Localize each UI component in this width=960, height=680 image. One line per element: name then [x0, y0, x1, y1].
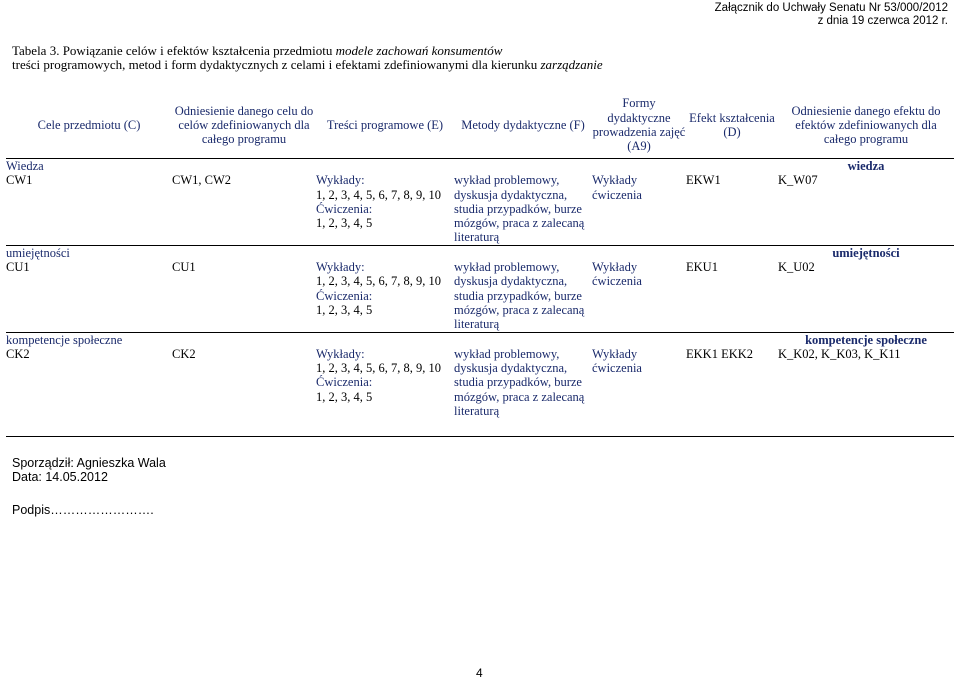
content-cell: [316, 173, 454, 245]
content-cell: [316, 260, 454, 332]
effect-reference-cell: K_K02, K_K03, K_K11: [778, 346, 901, 361]
effect-cell: EKW1: [686, 173, 721, 188]
goal-reference-cell: CK2: [172, 346, 196, 361]
exercises-list: 1, 2, 3, 4, 5: [316, 216, 373, 231]
forms-cell: Wykłady ćwiczenia: [592, 346, 642, 376]
caption-subject: modele zachowań konsumentów: [335, 43, 503, 58]
exercises-label: Ćwiczenia:: [316, 288, 373, 303]
header-note-line2: z dnia 19 czerwca 2012 r.: [817, 15, 948, 27]
goal-cell: CW1: [6, 173, 33, 188]
table-bottom-border: [6, 436, 954, 437]
methods-cell: wykład problemowy, dyskusja dydaktyczna, studia przypadków, burze mózgów, praca z zalecaną literaturą: [454, 173, 585, 245]
document-header-note: [715, 2, 948, 28]
exercises-list: 1, 2, 3, 4, 5: [316, 389, 373, 404]
section-label-left: umiejętności: [6, 245, 778, 260]
forms-cell: Wykłady ćwiczenia: [592, 173, 642, 202]
table-row: [6, 260, 954, 332]
exercises-list: 1, 2, 3, 4, 5: [316, 302, 373, 317]
caption-field: zarządzanie: [540, 57, 603, 72]
signature-line: Podpis…………………….: [12, 503, 154, 517]
prepared-by: Sporządził: Agnieszka Wala: [12, 456, 166, 470]
header-effect: Efekt kształcenia (D): [689, 110, 775, 139]
table-row: [6, 347, 954, 418]
table-caption: [12, 44, 942, 72]
goal-cell: CK2: [6, 346, 30, 361]
section-label-left: Wiedza: [6, 159, 778, 174]
goals-effects-table: [6, 92, 954, 418]
lectures-list: 1, 2, 3, 4, 5, 6, 7, 8, 9, 10: [316, 361, 441, 376]
table-header-row: [6, 92, 954, 159]
section-row-social-competences: [6, 332, 954, 347]
header-forms: Formy dydaktyczne prowadzenia zajęć (A9): [592, 96, 686, 154]
goal-reference-cell: CW1, CW2: [172, 173, 232, 188]
methods-cell: wykład problemowy, dyskusja dydaktyczna, studia przypadków, burze mózgów, praca z zalecaną literaturą: [454, 260, 585, 332]
caption-prefix: Tabela 3. Powiązanie celów i efektów kształcenia przedmiotu: [12, 43, 336, 58]
section-label-right: wiedza: [778, 159, 954, 174]
effect-reference-cell: K_W07: [778, 173, 818, 188]
effect-reference-cell: K_U02: [778, 260, 815, 275]
lectures-list: 1, 2, 3, 4, 5, 6, 7, 8, 9, 10: [316, 274, 441, 289]
header-note-line1: Załącznik do Uchwały Senatu Nr 53/000/2012: [714, 2, 948, 14]
page-number: 4: [476, 666, 483, 680]
section-label-right: kompetencje społeczne: [778, 332, 954, 347]
lectures-label: Wykłady:: [316, 260, 365, 275]
header-goal-reference: Odniesienie danego celu do celów zdefiniowanych dla całego programu: [174, 103, 314, 147]
section-label-left: kompetencje społeczne: [6, 332, 778, 347]
prepared-date: Data: 14.05.2012: [12, 470, 108, 484]
section-row-knowledge: [6, 159, 954, 174]
table-row: [6, 173, 954, 245]
methods-cell: wykład problemowy, dyskusja dydaktyczna, studia przypadków, burze mózgów, praca z zalecaną literaturą: [454, 346, 585, 419]
effect-cell: EKU1: [686, 260, 718, 275]
goal-reference-cell: CU1: [172, 260, 196, 275]
caption-line2: treści programowych, metod i form dydaktycznych z celami i efektami zdefiniowanymi dla kierunku: [12, 57, 541, 72]
lectures-label: Wykłady:: [316, 346, 365, 361]
header-goals: Cele przedmiotu (C): [37, 117, 141, 132]
section-label-right: umiejętności: [778, 245, 954, 260]
header-methods: Metody dydaktyczne (F): [461, 117, 585, 132]
forms-cell: Wykłady ćwiczenia: [592, 260, 642, 289]
lectures-list: 1, 2, 3, 4, 5, 6, 7, 8, 9, 10: [316, 187, 441, 202]
goal-cell: CU1: [6, 260, 30, 275]
effect-cell: EKK1 EKK2: [686, 346, 754, 361]
section-row-skills: [6, 245, 954, 260]
exercises-label: Ćwiczenia:: [316, 201, 373, 216]
header-content: Treści programowe (E): [326, 117, 444, 132]
prepared-by-block: [12, 456, 166, 484]
header-effect-reference: Odniesienie danego efektu do efektów zdefiniowanych dla całego programu: [791, 103, 941, 147]
lectures-label: Wykłady:: [316, 173, 365, 188]
exercises-label: Ćwiczenia:: [316, 375, 373, 390]
content-cell: [316, 347, 454, 418]
